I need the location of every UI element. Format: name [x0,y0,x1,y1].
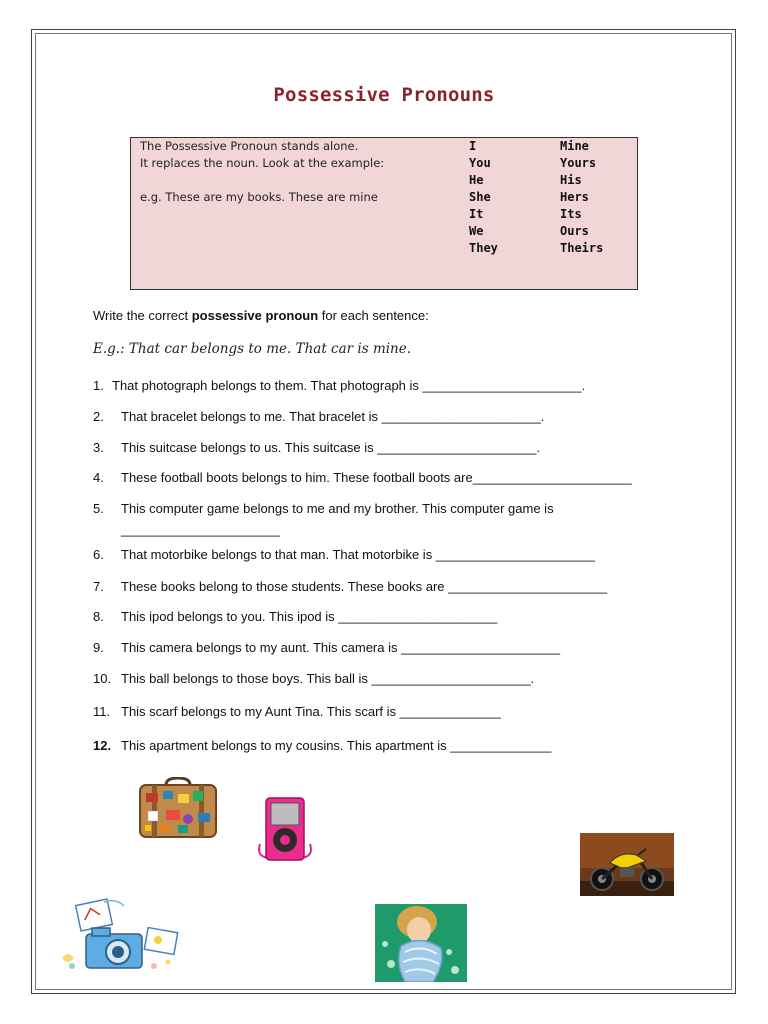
explanation-box [130,137,638,290]
example-sentence: E.g.: That car belongs to me. That car is mine. [93,341,412,357]
question-number: 7. [93,579,104,594]
explanation-line [140,172,460,189]
question-item [93,467,632,488]
question-item [93,735,551,756]
ipod-icon [254,796,316,864]
subject-pronoun: He [469,173,484,187]
question-text: That photograph belongs to them. That photograph is ______________________. [112,378,586,393]
question-number: 5. [93,501,104,516]
explanation-line: The Possessive Pronoun stands alone. [140,139,359,153]
subject-pronoun: You [469,156,491,170]
question-text: This suitcase belongs to us. This suitcase is ______________________. [121,440,540,455]
question-text: This camera belongs to my aunt. This camera is ______________________ [121,640,561,655]
question-item [93,406,544,427]
motorbike-icon [580,833,674,896]
question-text: This ball belongs to those boys. This ball is ______________________. [121,671,535,686]
instruction-text: Write the correct [93,308,192,323]
possessive-pronoun: Its [560,207,582,221]
question-number: 3. [93,440,104,455]
question-text: This ipod belongs to you. This ipod is ______________________ [121,609,498,624]
question-text: This computer game belongs to me and my brother. This computer game is [121,501,554,516]
question-item [93,437,540,458]
possessive-pronoun: Theirs [560,241,604,255]
instruction-text: for each sentence: [318,308,429,323]
subject-pronoun-column [469,138,498,257]
question-number: 11. [93,704,111,719]
page-title: Possessive Pronouns [273,84,495,106]
question-text: This scarf belongs to my Aunt Tina. This scarf is ______________ [121,704,501,719]
question-item [93,701,501,722]
question-number: 4. [93,470,104,485]
question-item [93,544,595,565]
instruction-keyword: possessive pronoun [191,308,319,323]
scarf-icon [375,904,467,982]
question-text: These books belong to those students. These books are ______________________ [121,579,608,594]
question-text: That motorbike belongs to that man. That motorbike is ______________________ [121,547,595,562]
possessive-pronoun: Hers [560,190,589,204]
question-item [93,576,607,597]
subject-pronoun: It [469,207,484,221]
question-item [93,637,560,658]
instruction [93,308,429,323]
question-item [93,668,534,689]
question-number: 8. [93,609,104,624]
subject-pronoun: I [469,139,477,153]
question-text: This apartment belongs to my cousins. This apartment is ______________ [121,738,552,753]
subject-pronoun: We [469,224,484,238]
suitcase-icon [138,777,218,839]
possessive-pronoun: Ours [560,224,589,238]
question-number: 2. [93,409,104,424]
possessive-pronoun: Mine [560,139,589,153]
possessive-pronoun: His [560,173,582,187]
explanation-text [140,138,460,206]
answer-blank: ______________________ [121,522,281,537]
question-item [93,498,554,540]
explanation-line: It replaces the noun. Look at the example: [140,156,385,170]
question-item [93,606,497,627]
question-number: 1. [93,378,104,393]
subject-pronoun: They [469,241,498,255]
explanation-line: e.g. These are my books. These are mine [140,190,378,204]
question-number: 12. [93,738,112,753]
question-number: 9. [93,640,104,655]
camera-icon [58,896,186,976]
question-text: That bracelet belongs to me. That bracelet is ______________________. [121,409,545,424]
question-number: 10. [93,671,112,686]
possessive-pronoun-column [560,138,603,257]
question-item [93,375,585,396]
question-number: 6. [93,547,104,562]
question-text: These football boots belongs to him. These football boots are______________________ [121,470,632,485]
possessive-pronoun: Yours [560,156,597,170]
subject-pronoun: She [469,190,491,204]
